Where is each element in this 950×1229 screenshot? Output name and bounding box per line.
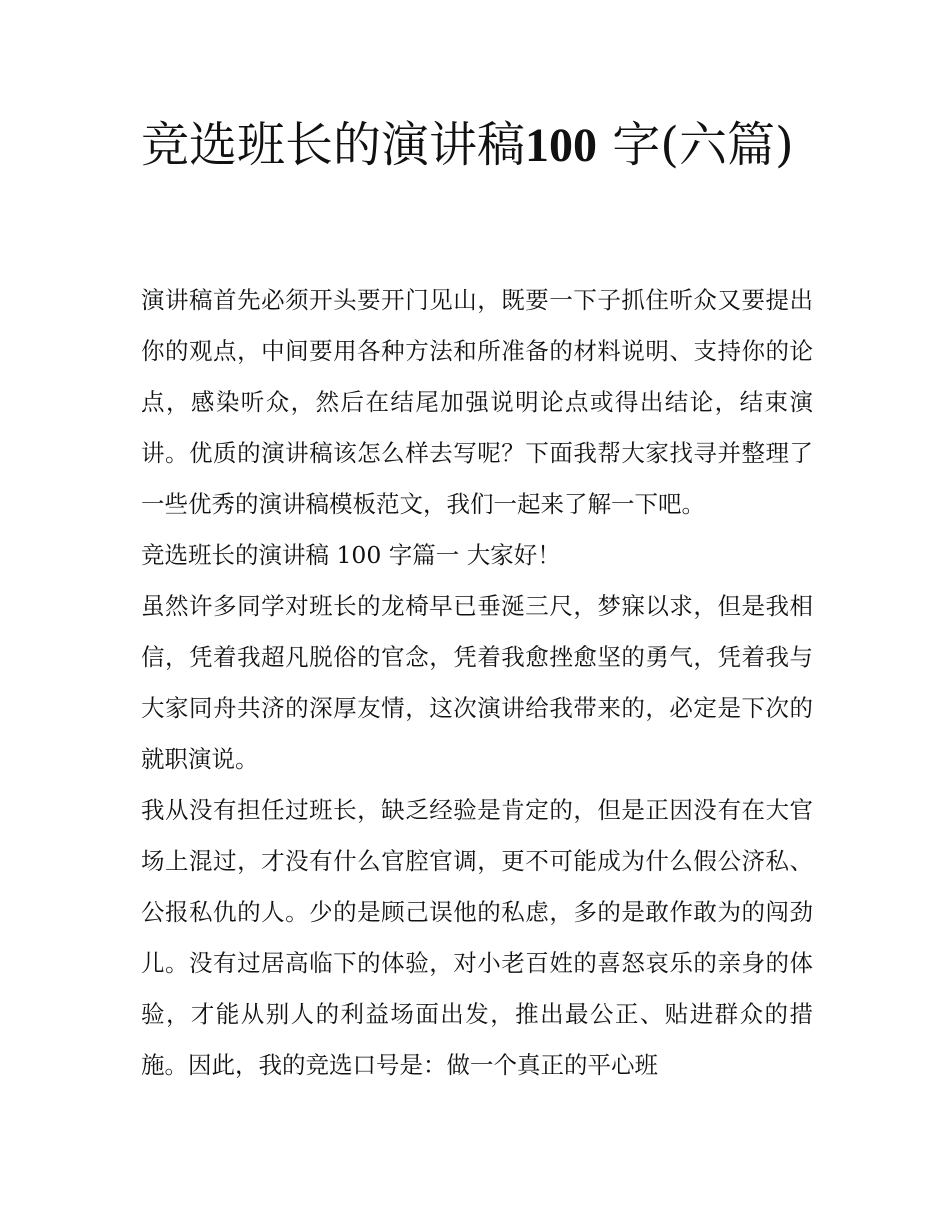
body-paragraph: 我从没有担任过班长，缺乏经验是肯定的，但是正因没有在大官场上混过，才没有什么官腔官调，更不可能成为什么假公济私、公报私仇的人。少的是顾己误他的私虑，多的是敢作敢为的闯劲儿。没有过居高临下的体验，对小老百姓的喜怒哀乐的亲身的体验，才能从别人的利益场面出发，推出最公正、贴进群众的措施。因此，我的竞选口号是：做一个真正的平心班 — [141, 796, 813, 1079]
body-paragraph: 虽然许多同学对班长的龙椅早已垂涎三尺，梦寐以求，但是我相信，凭着我超凡脱俗的官念，凭着我愈挫愈坚的勇气，凭着我与大家同舟共济的深厚友情，这次演讲给我带来的，必定是下次的就职演说。 — [141, 592, 813, 773]
title-number: 100 — [525, 119, 598, 172]
document-body — [141, 275, 813, 1091]
intro-paragraph: 演讲稿首先必须开头要开门见山，既要一下子抓住听众又要提出你的观点，中间要用各种方法和所准备的材料说明、支持你的论点，感染听众，然后在结尾加强说明论点或得出结论，结束演讲。优质的演讲稿该怎么样去写呢？下面我帮大家找寻并整理了一些优秀的演讲稿模板范文，我们一起来了解一下吧。 — [141, 286, 813, 518]
section-heading-paragraph: 竞选班长的演讲稿 100 字篇一 大家好！ — [141, 541, 561, 569]
title-suffix: 字(六篇) — [597, 117, 794, 173]
document-title — [141, 112, 801, 179]
title-text: 竞选班长的演讲稿 — [141, 117, 526, 173]
